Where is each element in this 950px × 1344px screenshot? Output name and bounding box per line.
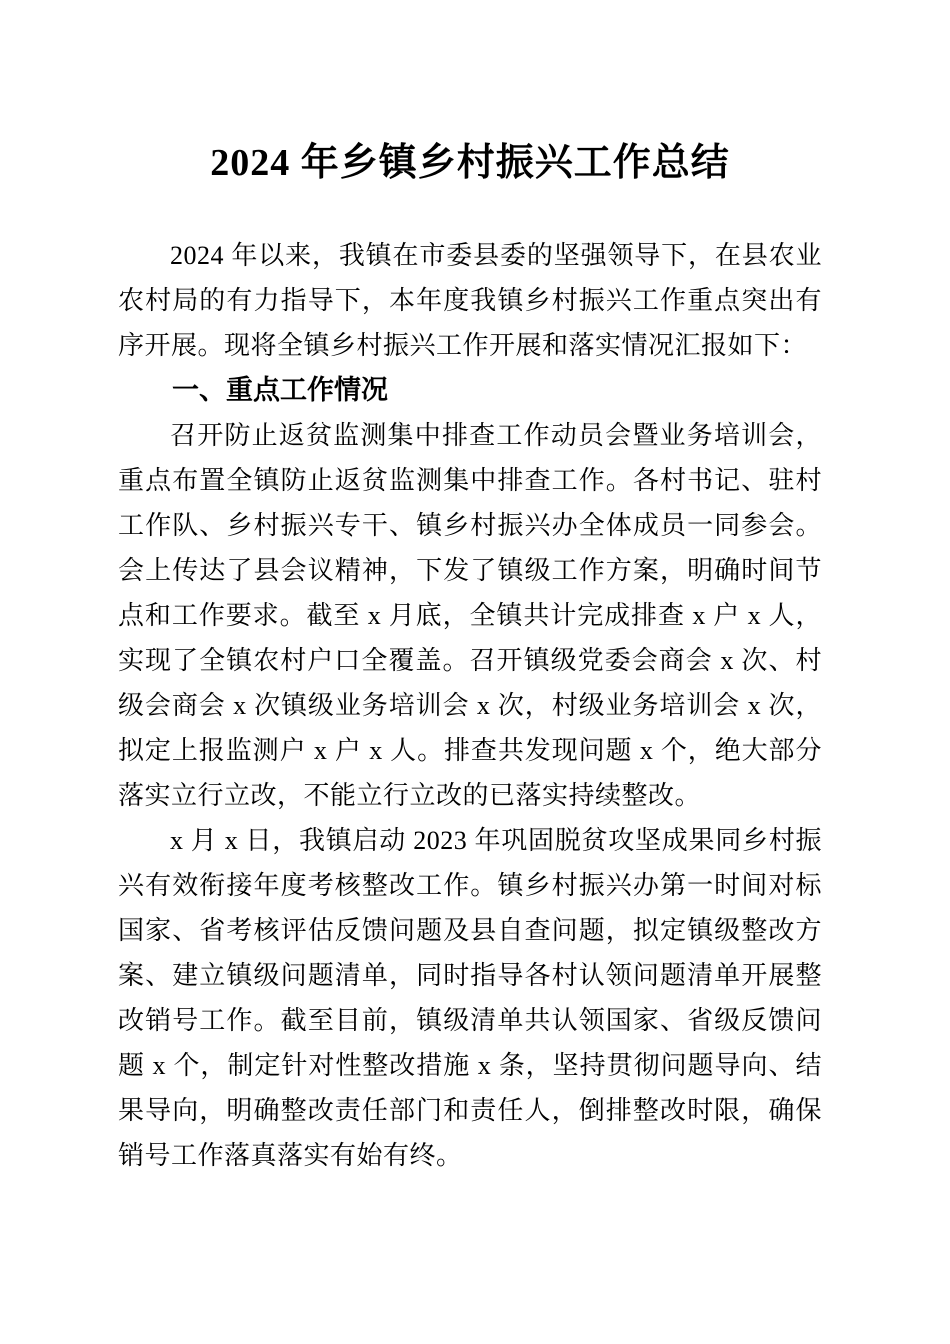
document-title: 2024 年乡镇乡村振兴工作总结 xyxy=(210,142,730,184)
section-heading-key-work: 一、重点工作情况 xyxy=(172,375,388,405)
paragraph-monitoring-survey: 召开防止返贫监测集中排查工作动员会暨业务培训会，重点布置全镇防止返贫监测集中排查工作。各村书记、驻村工作队、乡村振兴专干、镇乡村振兴办全体成员一同参会。会上传达了县会议精神，下发了镇级工作方案，明确时间节点和工作要求。截至 x 月底，全镇共计完成排查 x 户 x 人，实现了全镇农村户口全覆盖。召开镇级党委会商会 x 次、村级会商会 x 次镇级业务培训会 x 次，村级业务培训会 x 次，拟定上报监测户 x 户 x 人。排查共发现问题 x 个，绝大部分落实立行立改，不能立行立改的已落实持续整改。 xyxy=(118,421,822,810)
paragraph-rectification-work: x 月 x 日，我镇启动 2023 年巩固脱贫攻坚成果同乡村振兴有效衔接年度考核整改工作。镇乡村振兴办第一时间对标国家、省考核评估反馈问题及县自查问题，拟定镇级整改方案、建立镇级问题清单，同时指导各村认领问题清单开展整改销号工作。截至目前，镇级清单共认领国家、省级反馈问题 x 个，制定针对性整改措施 x 条，坚持贯彻问题导向、结果导向，明确整改责任部门和责任人，倒排整改时限，确保销号工作落真落实有始有终。 xyxy=(118,826,822,1170)
intro-paragraph: 2024 年以来，我镇在市委县委的坚强领导下，在县农业农村局的有力指导下，本年度我镇乡村振兴工作重点突出有序开展。现将全镇乡村振兴工作开展和落实情况汇报如下： xyxy=(118,241,822,360)
document-content xyxy=(118,0,822,1178)
